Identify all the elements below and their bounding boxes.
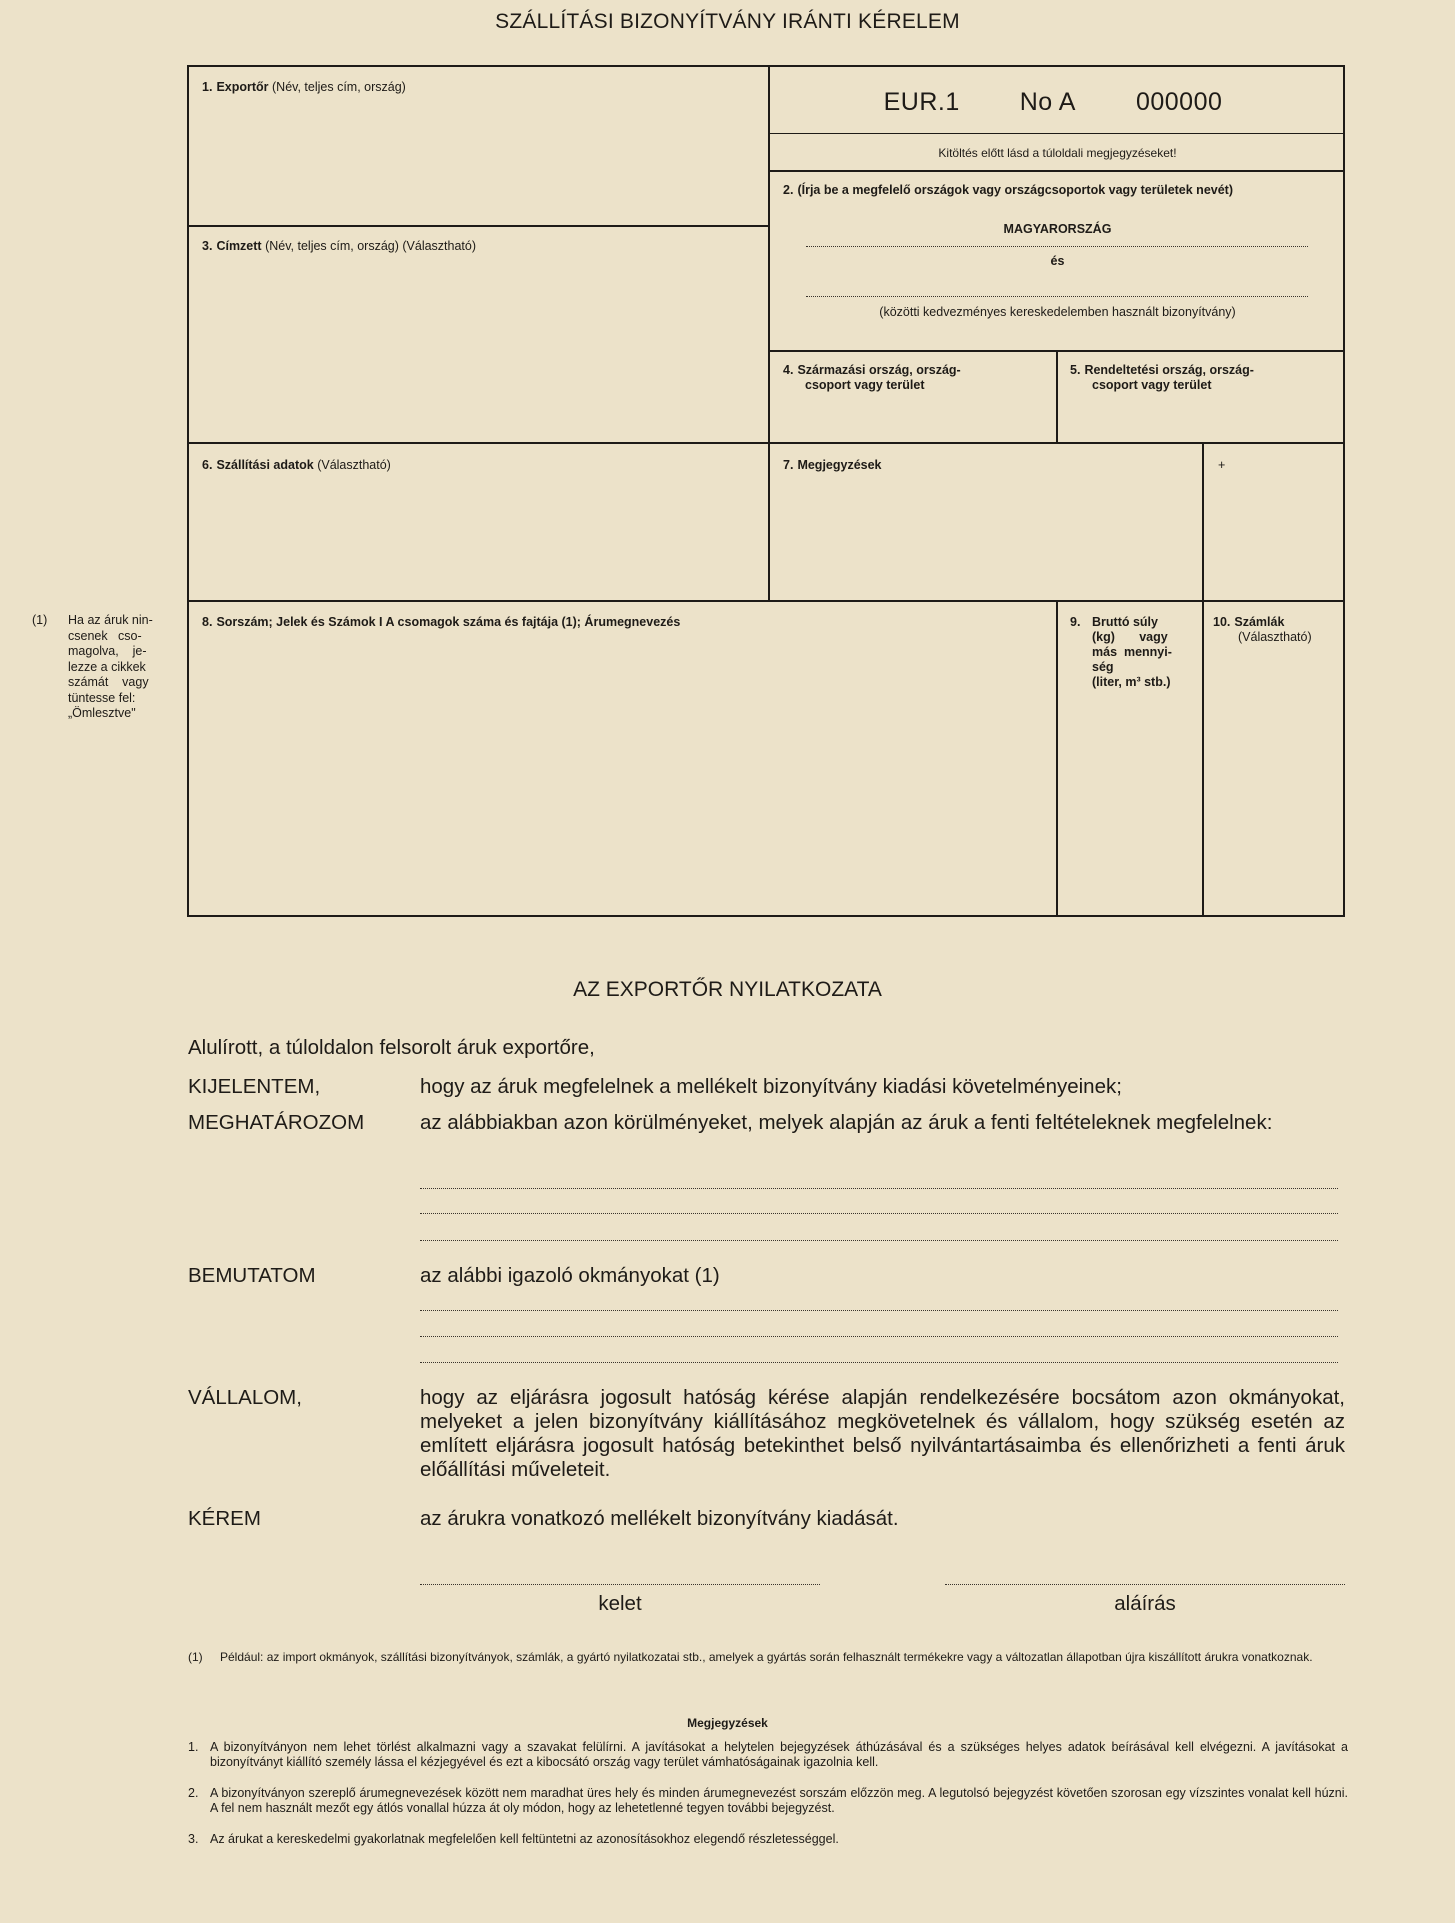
notes-title: Megjegyzések <box>687 1716 768 1730</box>
box-2-footer: (közötti kedvezményes kereskedelemben használt bizonyítvány) <box>879 305 1236 319</box>
see-notes-text: Kitöltés előtt lásd a túloldali megjegyzéseket! <box>938 146 1177 160</box>
note-item-1: 1. A bizonyítványon nem lehet törlést alkalmazni vagy a szavakat felülírni. A javításokat a helytelen bejegyzések áthúzásával és a szükséges helyes adatok beírásával kell elvégezni. A javításokat a bizonyítványt kiállító személy lássa el kézjegyével és ezt a kibocsátó ország vagy terület vámhatóságainak igazolnia kell. <box>188 1740 1348 1769</box>
eur1-number-prefix: No A <box>1019 88 1076 116</box>
meghatarozom-line-3 <box>420 1240 1338 1241</box>
signature-label: aláírás <box>1114 1592 1176 1615</box>
bemutatom-line-2 <box>420 1336 1338 1337</box>
signature-line <box>945 1584 1345 1585</box>
keyword-bemutatom: BEMUTATOM <box>188 1264 316 1287</box>
keyword-vallalom: VÁLLALOM, <box>188 1386 302 1409</box>
declaration-title: AZ EXPORTŐR NYILATKOZATA <box>573 978 882 1001</box>
box-7-plus-mark: + <box>1218 458 1226 472</box>
eur1-code: EUR.1 <box>883 88 960 116</box>
box-10-invoices-label: 10. Számlák (Választható) <box>1213 615 1312 644</box>
text-meghatarozom: az alábbiakban azon körülményeket, melyek alapján az áruk a fenti feltételeknek megfelelnek: <box>420 1111 1273 1134</box>
text-bemutatom: az alábbi igazoló okmányokat (1) <box>420 1264 720 1287</box>
note-item-2: 2. A bizonyítványon szereplő árumegnevezések között nem maradhat üres hely és minden árumegnevezést sorszám előzzön meg. A legutolsó bejegyzést követően szorosan egy vízszintes vonalat kell húzni. A fel nem használt mezőt egy átlós vonallal húzza át oly módon, hogy az lehetetlenné tegyen további bejegyzést. <box>188 1786 1348 1815</box>
box-2-label: 2. (Írja be a megfelelő országok vagy országcsoportok vagy területek nevét) <box>783 183 1234 197</box>
date-label: kelet <box>598 1592 642 1615</box>
date-line <box>420 1584 820 1585</box>
declaration-intro: Alulírott, a túloldalon felsorolt áruk exportőre, <box>188 1036 595 1059</box>
side-note-bulk: (1) Ha az áruk nin- csenek cso- magolva, je- lezze a cikkek számát vagy tüntesse fel: „Ömlesztve" <box>32 613 153 720</box>
text-vallalom: hogy az eljárásra jogosult hatóság kérése alapján rendelkezésére bocsátom azon okmányokat, melyeket a jelen bizonyítvány kiállításához megkövetelnek és vállalom, hogy szükség esetén az említett eljárásra jogosult hatóság betekinthet belső nyilvántartásaimba és ellenőrizheti a fenti áruk előállítási műveleteit. <box>420 1386 1345 1481</box>
bemutatom-line-3 <box>420 1362 1338 1363</box>
box-9-weight-label: 9. Bruttó súly (kg) vagy más mennyi- ség (liter, m³ stb.) <box>1070 615 1172 689</box>
keyword-kijelentem: KIJELENTEM, <box>188 1075 321 1098</box>
footnote: (1) Például: az import okmányok, szállítási bizonyítványok, számlák, a gyártó nyilatkozatai stb., amelyek a gyártás során felhasznált termékekre vagy a változatlan állapotban újra kiszállított árukra vonatkoznak. <box>188 1650 1313 1664</box>
box-2-country: MAGYARORSZÁG <box>1003 222 1112 236</box>
box-4-origin-label: 4. Származási ország, ország- csoport vagy terület <box>783 363 961 392</box>
box-8-description-label: 8. Sorszám; Jelek és Számok I A csomagok száma és fajtája (1); Árumegnevezés <box>202 615 681 629</box>
box-2-and: és <box>1050 254 1065 268</box>
box-1-exporter-label: 1. Exportőr (Név, teljes cím, ország) <box>202 80 406 94</box>
keyword-kerem: KÉREM <box>188 1507 261 1530</box>
page-title: SZÁLLÍTÁSI BIZONYÍTVÁNY IRÁNTI KÉRELEM <box>495 10 960 33</box>
box-2-line-1 <box>806 246 1308 247</box>
note-item-3: 3. Az árukat a kereskedelmi gyakorlatnak megfelelően kell feltüntetni az azonosításokhoz elegendő részletességgel. <box>188 1832 839 1846</box>
box-2-line-2 <box>806 296 1308 297</box>
box-3-consignee-label: 3. Címzett (Név, teljes cím, ország) (Választható) <box>202 239 477 253</box>
box-7-remarks-label: 7. Megjegyzések <box>783 458 882 472</box>
meghatarozom-line-2 <box>420 1213 1338 1214</box>
meghatarozom-line-1 <box>420 1188 1338 1189</box>
keyword-meghatarozom: MEGHATÁROZOM <box>188 1111 365 1134</box>
eur1-serial: 000000 <box>1135 88 1223 116</box>
text-kerem: az árukra vonatkozó mellékelt bizonyítvány kiadását. <box>420 1507 899 1530</box>
bemutatom-line-1 <box>420 1310 1338 1311</box>
box-6-transport-label: 6. Szállítási adatok (Választható) <box>202 458 391 472</box>
text-kijelentem: hogy az áruk megfelelnek a mellékelt bizonyítvány kiadási követelményeinek; <box>420 1075 1122 1098</box>
box-5-destination-label: 5. Rendeltetési ország, ország- csoport vagy terület <box>1070 363 1254 392</box>
eur1-header <box>770 88 1336 117</box>
